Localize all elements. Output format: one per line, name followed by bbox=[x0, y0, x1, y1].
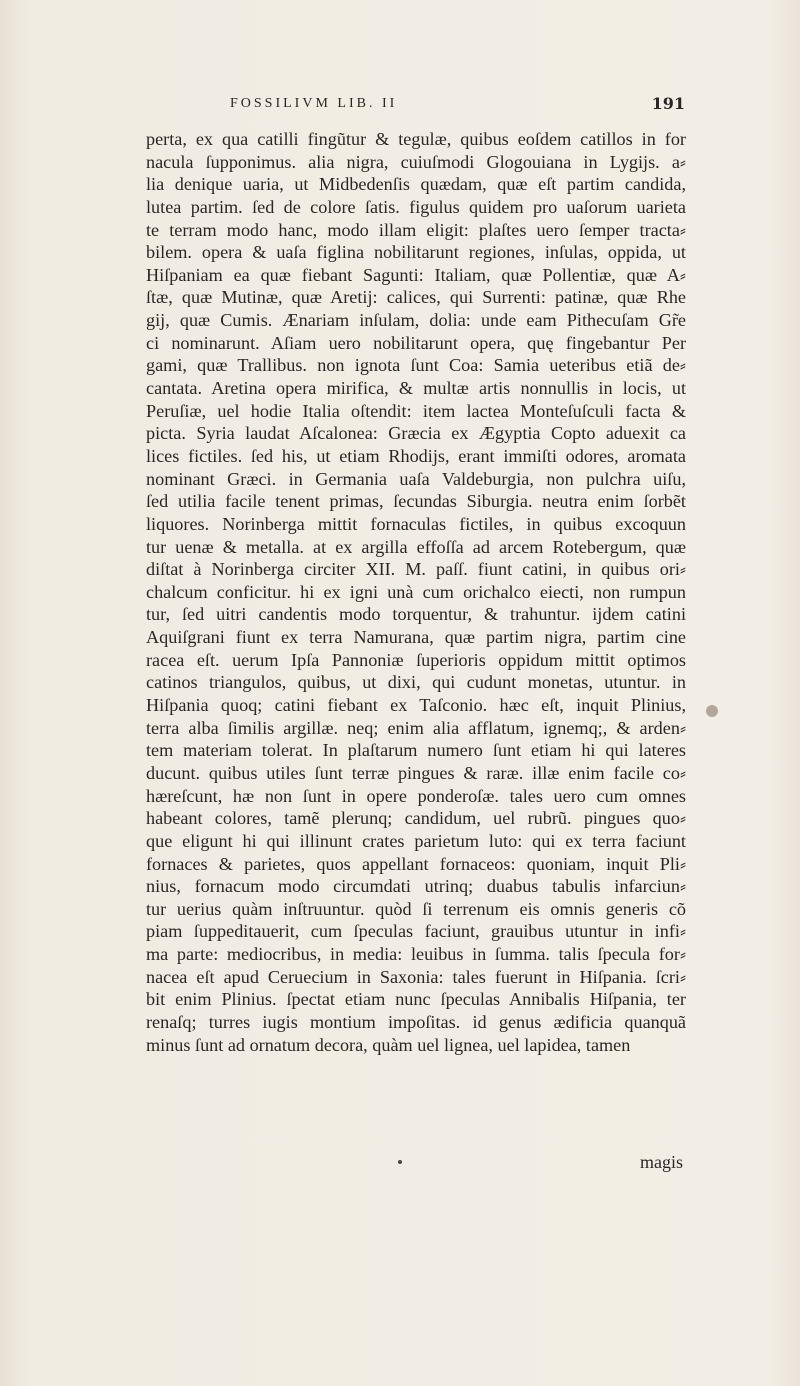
text-line: fornaces & parietes, quos appellant fornaceos: quoniam, inquit Pli⸗ bbox=[146, 853, 686, 874]
text-line: tur uerius quàm inſtruuntur. quòd ſi terrenum eis omnis generis cõ bbox=[146, 898, 686, 919]
body-text bbox=[146, 128, 686, 1056]
text-line: ma parte: mediocribus, in media: leuibus in ſumma. talis ſpecula for⸗ bbox=[146, 944, 686, 965]
text-line: habeant colores, tamẽ plerunq; candidum, uel rubrũ. pingues quo⸗ bbox=[146, 808, 686, 829]
text-line: terra alba ſimilis argillæ. neq; enim alia afflatum, ignemq;, & arden⸗ bbox=[146, 717, 686, 738]
text-line: diſtat à Norinberga circiter XII. M. paſſ. fiunt catini, in quibus ori⸗ bbox=[146, 559, 686, 580]
text-line: gij, quæ Cumis. Ænariam inſulam, dolia: unde eam Pithecuſam Gr̃e bbox=[146, 310, 686, 331]
text-line: ſtæ, quæ Mutinæ, quæ Aretij: calices, qui Surrenti: patinæ, quæ Rhe bbox=[146, 287, 686, 308]
text-line: racea eſt. uerum Ipſa Pannoniæ ſuperioris oppidum mittit optimos bbox=[146, 649, 686, 670]
text-line: tur, ſed uitri candentis modo torquentur, & trahuntur. ijdem catini bbox=[146, 604, 686, 625]
text-line: chalcum conficitur. hi ex igni unà cum orichalco eiecti, non rumpun bbox=[146, 581, 686, 602]
text-line: picta. Syria laudat Aſcalonea: Græcia ex Ægyptia Copto aduexit ca bbox=[146, 423, 686, 444]
text-line: cantata. Aretina opera mirifica, & multæ artis nonnullis in locis, ut bbox=[146, 378, 686, 399]
page-number: 191 bbox=[651, 94, 685, 113]
text-line: nius, fornacum modo circumdati utrinq; duabus tabulis infarciun⸗ bbox=[146, 876, 686, 897]
text-line: piam ſuppeditauerit, cum ſpeculas faciunt, grauibus utuntur in infi⸗ bbox=[146, 921, 686, 942]
text-line: tur uenæ & metalla. at ex argilla effoſſa ad arcem Rotebergum, quæ bbox=[146, 536, 686, 557]
text-line: ducunt. quibus utiles ſunt terræ pingues & raræ. illæ enim facile co⸗ bbox=[146, 762, 686, 783]
running-title: FOSSILIVM LIB. II bbox=[230, 96, 398, 111]
printer-dot bbox=[398, 1160, 402, 1164]
text-line: ci nominarunt. Aſiam uero nobilitarunt opera, quę fingebantur Per bbox=[146, 332, 686, 353]
text-line: Hiſpania quoq; catini fiebant ex Taſconio. hæc eſt, inquit Plinius, bbox=[146, 695, 686, 716]
text-line: nacula ſupponimus. alia nigra, cuiuſmodi Glogouiana in Lygijs. a⸗ bbox=[146, 151, 686, 172]
text-line: te terram modo hanc, modo illam eligit: plaſtes uero ſemper tracta⸗ bbox=[146, 219, 686, 240]
text-line: nacea eſt apud Ceruecium in Saxonia: tales fuerunt in Hiſpania. ſcri⸗ bbox=[146, 966, 686, 987]
text-line: lices fictiles. ſed his, ut etiam Rhodijs, erant immiſti odores, aromata bbox=[146, 445, 686, 466]
text-line: liquores. Norinberga mittit fornaculas fictiles, in quibus excoquun bbox=[146, 513, 686, 534]
text-line: nominant Græci. in Germania uaſa Valdeburgia, non pulchra uiſu, bbox=[146, 468, 686, 489]
text-line: gami, quæ Trallibus. non ignota ſunt Coa: Samia ueteribus etiã de⸗ bbox=[146, 355, 686, 376]
text-line: minus ſunt ad ornatum decora, quàm uel lignea, uel lapidea, tamen bbox=[146, 1034, 631, 1055]
text-line: catinos triangulos, quibus, ut dixi, qui cudunt monetas, utuntur. in bbox=[146, 672, 686, 693]
text-line: hæreſcunt, hæ non ſunt in opere ponderoſæ. tales uero cum omnes bbox=[146, 785, 686, 806]
text-line: lia denique uaria, ut Midbedenſis quædam, quæ eſt partim candida, bbox=[146, 174, 686, 195]
text-line: bit enim Plinius. ſpectat etiam nunc ſpeculas Annibalis Hiſpania, ter bbox=[146, 989, 686, 1010]
text-line: que eligunt hi qui illinunt crates parietum luto: qui ex terra faciunt bbox=[146, 830, 686, 851]
text-line: bilem. opera & uaſa figlina nobilitarunt regiones, inſulas, oppida, ut bbox=[146, 242, 686, 263]
ink-stain bbox=[706, 705, 718, 717]
text-line: perta, ex qua catilli fingũtur & tegulæ, quibus eoſdem catillos in for bbox=[146, 129, 686, 149]
text-line: tem materiam tolerat. In plaſtarum numero ſunt etiam hi qui lateres bbox=[146, 740, 686, 761]
text-line: lutea partim. ſed de colore ſatis. figulus quidem pro uaſorum uarieta bbox=[146, 196, 686, 217]
page-header bbox=[170, 96, 685, 118]
text-line: Peruſiæ, uel hodie Italia oſtendit: item lactea Monteſuſculi facta & bbox=[146, 400, 686, 421]
text-line: Aquiſgrani fiunt ex terra Namurana, quæ partim nigra, partim cine bbox=[146, 627, 686, 648]
text-line: Hiſpaniam ea quæ fiebant Sagunti: Italiam, quæ Pollentiæ, quæ A⸗ bbox=[146, 264, 686, 285]
text-line: ſed utilia facile tenent primas, ſecundas Siburgia. neutra enim ſorbẽt bbox=[146, 491, 686, 512]
text-line: renaſq; turres iugis montium impoſitas. id genus ædificia quanquã bbox=[146, 1011, 686, 1032]
catchword: magis bbox=[640, 1152, 683, 1172]
